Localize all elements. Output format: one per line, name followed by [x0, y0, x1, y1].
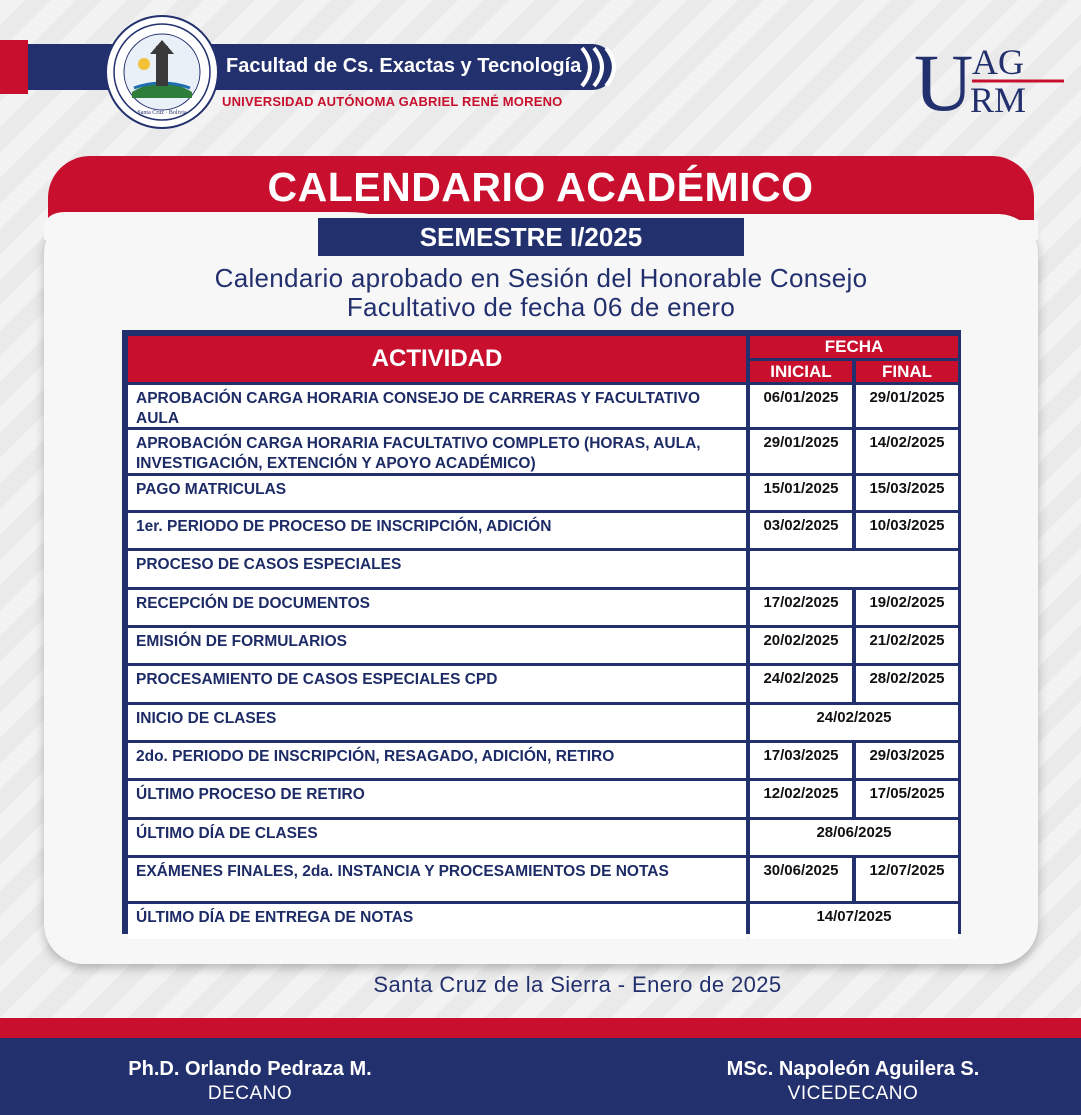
date-cell: 28/06/2025	[750, 820, 958, 855]
svg-text:RM: RM	[970, 80, 1027, 116]
seal-bottom-text: Santa Cruz · Bolivia	[137, 110, 187, 116]
table-row	[125, 385, 958, 427]
table-row	[125, 820, 958, 855]
table-row	[125, 904, 958, 939]
table-row	[125, 743, 958, 778]
table-row	[125, 513, 958, 548]
start-date-cell: 03/02/2025	[750, 513, 852, 548]
end-date-cell: 14/02/2025	[856, 430, 958, 473]
table-row	[125, 781, 958, 817]
footer-red-stripe	[0, 1018, 1081, 1038]
table-row	[125, 858, 958, 901]
activity-cell: APROBACIÓN CARGA HORARIA FACULTATIVO COMPLETO (HORAS, AULA, INVESTIGACIÓN, EXTENCIÓN Y APOYO ACADÉMICO)	[128, 430, 746, 473]
start-date-cell: 15/01/2025	[750, 476, 852, 510]
activity-cell: 2do. PERIODO DE INSCRIPCIÓN, RESAGADO, ADICIÓN, RETIRO	[128, 743, 746, 778]
activity-cell: PROCESAMIENTO DE CASOS ESPECIALES CPD	[128, 666, 746, 702]
header-fecha: FECHA	[750, 336, 958, 358]
uagrm-logo-icon	[914, 36, 1064, 116]
end-date-cell: 28/02/2025	[856, 666, 958, 702]
header-final: FINAL	[856, 361, 958, 382]
activity-cell: PROCESO DE CASOS ESPECIALES	[128, 551, 746, 587]
signature-dean	[90, 1058, 410, 1105]
svg-text:U: U	[914, 37, 974, 116]
calendar-table	[122, 330, 961, 934]
start-date-cell: 17/03/2025	[750, 743, 852, 778]
activity-cell: ÚLTIMO PROCESO DE RETIRO	[128, 781, 746, 817]
table-row	[125, 430, 958, 473]
faculty-name: Facultad de Cs. Exactas y Tecnología	[226, 55, 582, 77]
signature-vicedean	[693, 1058, 1013, 1105]
place-date: Santa Cruz de la Sierra - Enero de 2025	[373, 972, 782, 997]
header	[0, 0, 1081, 150]
activity-cell: APROBACIÓN CARGA HORARIA CONSEJO DE CARRERAS Y FACULTATIVO AULA	[128, 385, 746, 427]
start-date-cell: 12/02/2025	[750, 781, 852, 817]
footer-signatures	[0, 1038, 1081, 1115]
signature-role: DECANO	[207, 1083, 293, 1104]
start-date-cell: 17/02/2025	[750, 590, 852, 625]
approval-line-1: Calendario aprobado en Sesión del Honorable Consejo	[214, 263, 868, 293]
end-date-cell: 17/05/2025	[856, 781, 958, 817]
header-inicial: INICIAL	[750, 361, 852, 382]
signature-role: VICEDECANO	[787, 1083, 919, 1104]
activity-cell: 1er. PERIODO DE PROCESO DE INSCRIPCIÓN, ADICIÓN	[128, 513, 746, 548]
faculty-band-red-edge	[0, 40, 28, 94]
activity-cell: EMISIÓN DE FORMULARIOS	[128, 628, 746, 663]
start-date-cell: 30/06/2025	[750, 858, 852, 901]
table-row	[125, 476, 958, 510]
start-date-cell: 06/01/2025	[750, 385, 852, 427]
date-cell: 24/02/2025	[750, 705, 958, 740]
end-date-cell: 29/01/2025	[856, 385, 958, 427]
activity-cell: ÚLTIMO DÍA DE CLASES	[128, 820, 746, 855]
end-date-cell: 15/03/2025	[856, 476, 958, 510]
semester-label: SEMESTRE I/2025	[318, 218, 744, 256]
activity-cell: ÚLTIMO DÍA DE ENTREGA DE NOTAS	[128, 904, 746, 939]
end-date-cell: 21/02/2025	[856, 628, 958, 663]
end-date-cell: 12/07/2025	[856, 858, 958, 901]
activity-cell: RECEPCIÓN DE DOCUMENTOS	[128, 590, 746, 625]
activity-cell: PAGO MATRICULAS	[128, 476, 746, 510]
signature-name: MSc. Napoleón Aguilera S.	[726, 1058, 980, 1080]
start-date-cell: 24/02/2025	[750, 666, 852, 702]
svg-text:AG: AG	[972, 42, 1024, 82]
table-row	[125, 590, 958, 625]
activity-cell: EXÁMENES FINALES, 2da. INSTANCIA Y PROCESAMIENTOS DE NOTAS	[128, 858, 746, 901]
end-date-cell: 10/03/2025	[856, 513, 958, 548]
signature-name: Ph.D. Orlando Pedraza M.	[128, 1058, 372, 1080]
page-title: CALENDARIO ACADÉMICO	[267, 164, 814, 210]
start-date-cell: 29/01/2025	[750, 430, 852, 473]
end-date-cell: 19/02/2025	[856, 590, 958, 625]
date-cell	[750, 551, 958, 587]
date-cell: 14/07/2025	[750, 904, 958, 939]
start-date-cell: 20/02/2025	[750, 628, 852, 663]
university-name: UNIVERSIDAD AUTÓNOMA GABRIEL RENÉ MORENO	[222, 94, 563, 109]
approval-line-2: Facultativo de fecha 06 de enero	[346, 292, 736, 322]
table-row	[125, 628, 958, 663]
header-activity: ACTIVIDAD	[128, 336, 746, 382]
end-date-cell: 29/03/2025	[856, 743, 958, 778]
chevrons-icon	[580, 46, 624, 88]
activity-cell: INICIO DE CLASES	[128, 705, 746, 740]
table-row	[125, 666, 958, 702]
table-row	[125, 705, 958, 740]
approval-note	[140, 264, 942, 322]
table-row	[125, 551, 958, 587]
university-seal-icon	[104, 14, 220, 130]
